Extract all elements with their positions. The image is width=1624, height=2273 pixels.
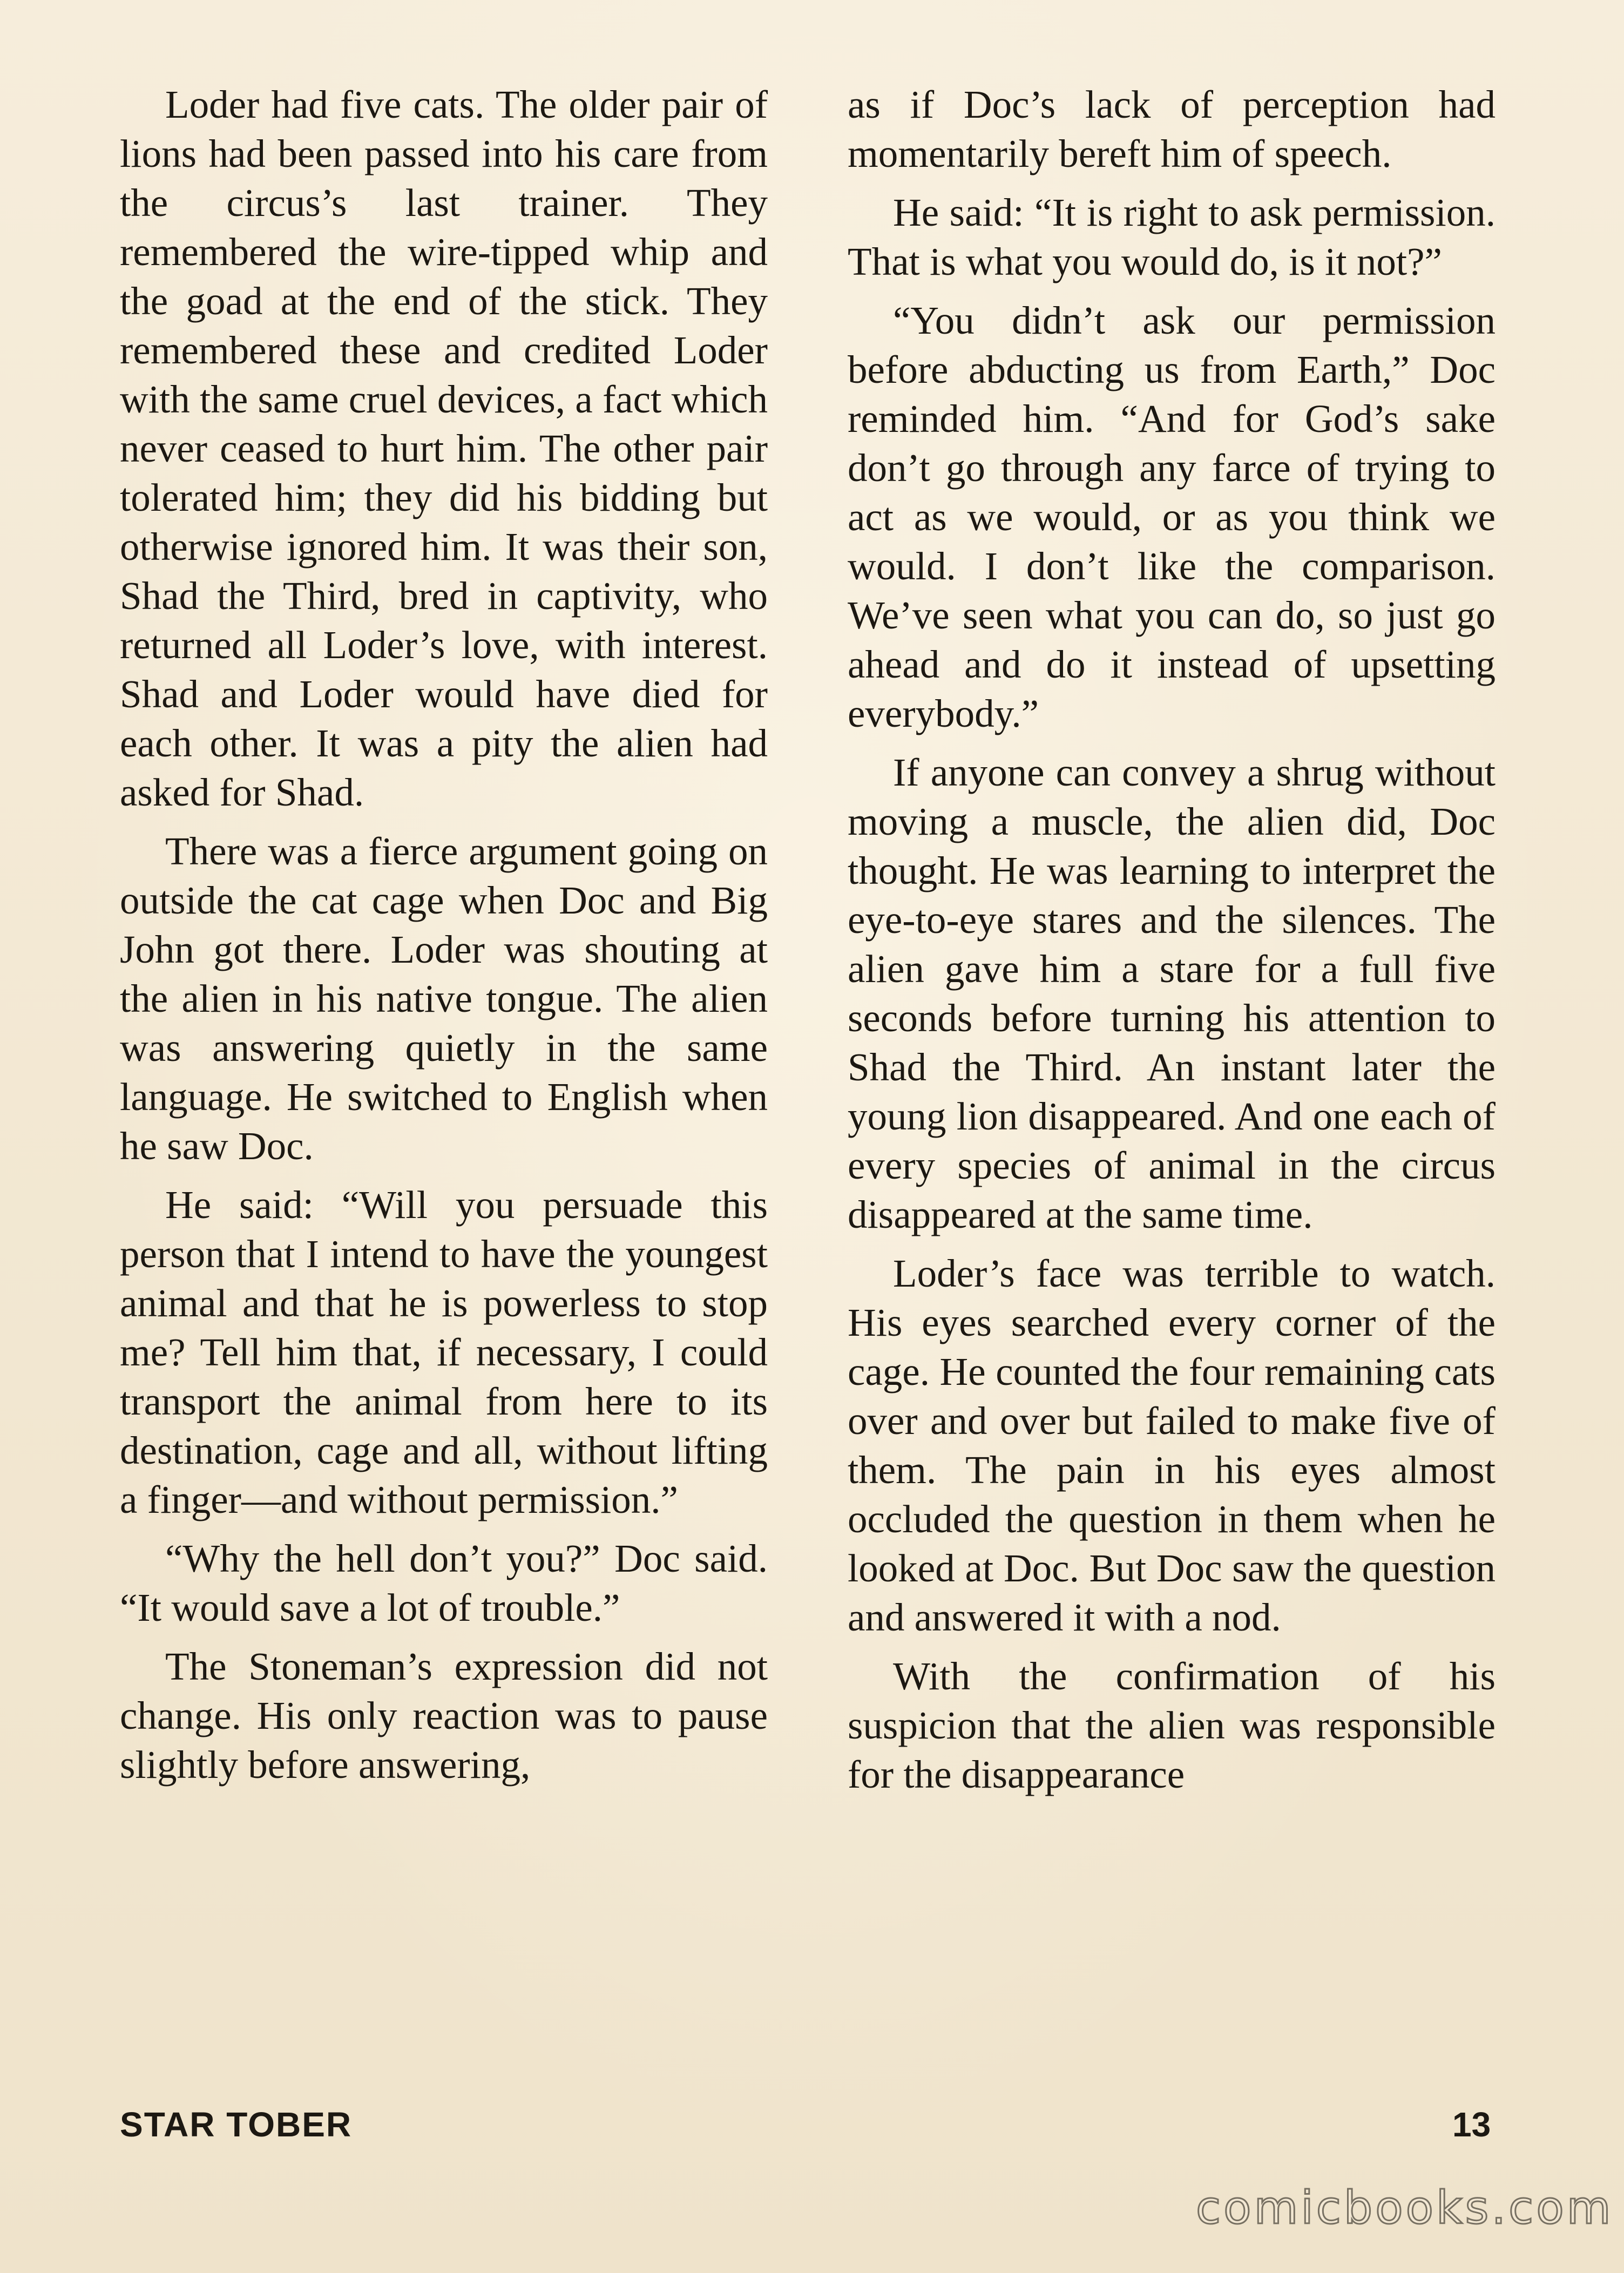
text-column-left [120, 80, 768, 1799]
paragraph: He said: “It is right to ask permission. That is what you would do, is it not?” [848, 191, 1496, 283]
paragraph: He said: “Will you persuade this person that I intend to have the youngest animal and that he is powerless to stop me? Tell him that, if necessary, I could transport the animal from here to its destination, cage and all, without lifting a finger—and without permission.” [120, 1183, 768, 1521]
paragraph: Loder had five cats. The older pair of lions had been passed into his care from the circus’s last trainer. They remembered the wire-tipped whip and the goad at the end of the stick. They remembered these and credited Loder with the same cruel devices, a fact which never ceased to hurt him. The other pair tolerated him; they did his bidding but otherwise ignored him. It was their son, Shad the Third, bred in captivity, who returned all Loder’s love, with interest. Shad and Loder would have died for each other. It was a pity the alien had asked for Shad. [120, 83, 768, 814]
paragraph: If anyone can convey a shrug without moving a muscle, the alien did, Doc thought. He was learning to interpret the eye-to-eye stares and the silences. The alien gave him a stare for a full five seconds before turning his attention to Shad the Third. An instant later the young lion disappeared. And one each of every species of animal in the circus disappeared at the same time. [848, 750, 1496, 1236]
paragraph: “You didn’t ask our permission before abducting us from Earth,” Doc reminded him. “And for God’s sake don’t go through any farce of trying to act as we would, or as you think we would. I don’t like the comparison. We’ve seen what you can do, so just go ahead and do it instead of upsetting everybody.” [848, 299, 1496, 735]
footer-publication-name: STAR TOBER [120, 2105, 353, 2144]
text-column-right [848, 80, 1496, 1809]
footer-page-number: 13 [1452, 2105, 1491, 2144]
paragraph: The Stoneman’s expression did not change. His only reaction was to pause slightly before answering, [120, 1645, 768, 1787]
paragraph-continued: as if Doc’s lack of perception had momentarily bereft him of speech. [848, 83, 1496, 175]
paragraph: There was a fierce argument going on outside the cat cage when Doc and Big John got there. Loder was shouting at the alien in his native tongue. The alien was answering quietly in the same language. He switched to English when he saw Doc. [120, 829, 768, 1168]
paragraph: “Why the hell don’t you?” Doc said. “It would save a lot of trouble.” [120, 1537, 768, 1629]
watermark: comicbooks.com [1196, 2181, 1614, 2234]
paragraph: With the confirmation of his suspicion that the alien was responsible for the disappearance [848, 1654, 1496, 1796]
paragraph: Loder’s face was terrible to watch. His eyes searched every corner of the cage. He counted the four remaining cats over and over but failed to make five of them. The pain in his eyes almost occluded the question in them when he looked at Doc. But Doc saw the question and answered it with a nod. [848, 1251, 1496, 1639]
